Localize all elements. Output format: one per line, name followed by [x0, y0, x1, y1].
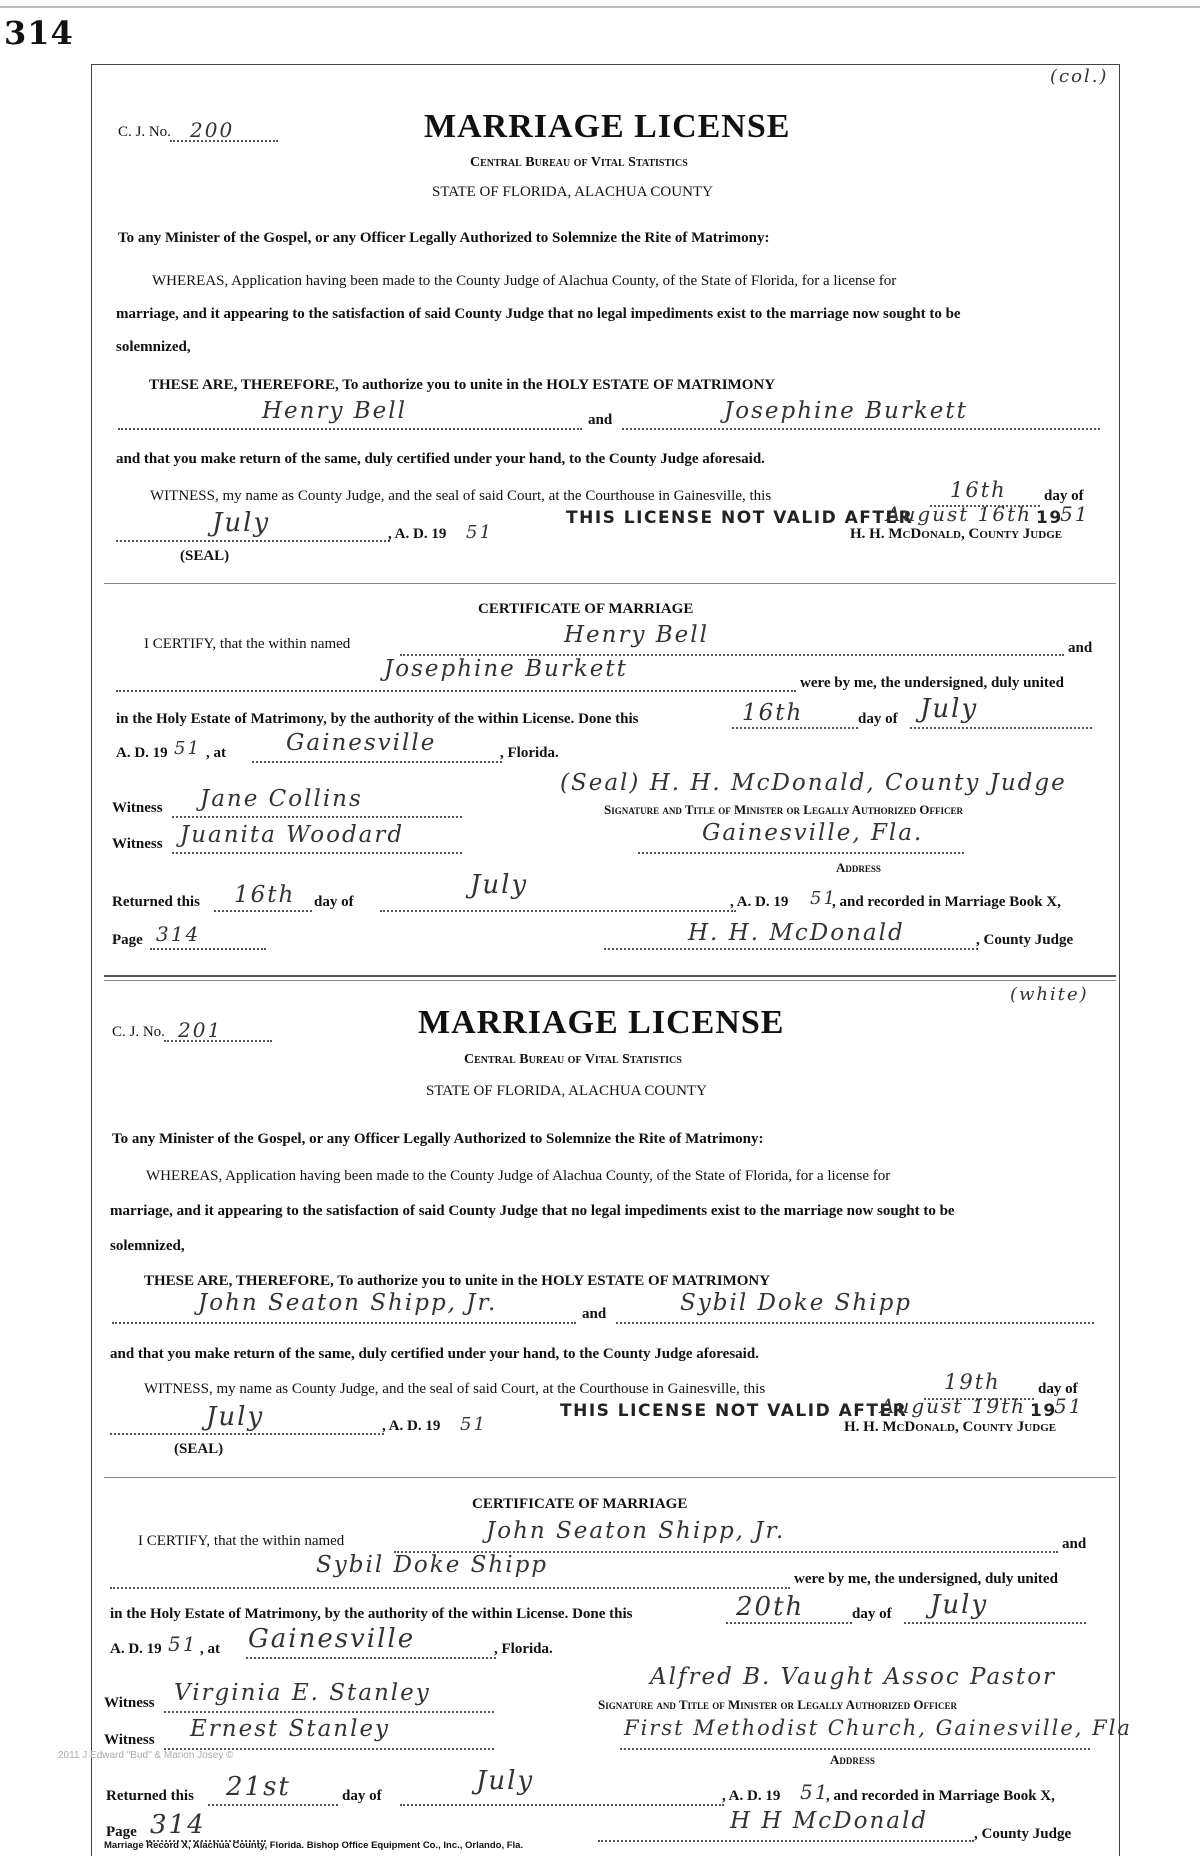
done-day-of: day of — [858, 711, 898, 727]
cert-bride: Sybil Doke Shipp — [316, 1552, 549, 1578]
holy-estate-line: in the Holy Estate of Matrimony, by the authority of the within License. Done this — [116, 711, 639, 727]
florida-label: , Florida. — [494, 1641, 553, 1657]
witness-1: Virginia E. Stanley — [174, 1680, 431, 1706]
returned-day-of: day of — [342, 1788, 382, 1804]
cert-place: Gainesville — [286, 730, 437, 756]
page-number-entry: 314 — [156, 922, 201, 946]
done-year: 51 — [168, 1632, 198, 1656]
form-footer: Marriage Record X, Alachua County, Florida. Bishop Office Equipment Co., Inc., Orlando, Fla. — [104, 1840, 524, 1851]
address-label: Address — [830, 1752, 875, 1767]
united-line: were by me, the undersigned, duly united — [794, 1571, 1058, 1587]
bride-name: Sybil Doke Shipp — [680, 1290, 913, 1316]
cert-groom: Henry Bell — [564, 622, 710, 648]
return-line: and that you make return of the same, duly certified under your hand, to the County Judge aforesaid. — [116, 451, 765, 467]
not-valid-stamp: THIS LICENSE NOT VALID AFTER — [560, 1401, 908, 1421]
frame-top — [91, 64, 1119, 65]
returned-label: Returned this — [112, 894, 200, 910]
page-label: Page — [106, 1824, 137, 1840]
race-note: (white) — [1010, 984, 1089, 1005]
officer-signature: Alfred B. Vaught Assoc Pastor — [650, 1664, 1057, 1690]
recorded-line: , and recorded in Marriage Book X, — [826, 1788, 1055, 1804]
sig-title: Signature and Title of Minister or Legally Authorized Officer — [598, 1697, 957, 1712]
whereas-line-1: WHEREAS, Application having been made to the County Judge of Alachua County, of the State of Florida, for a license for — [146, 1168, 891, 1184]
done-day: 20th — [736, 1592, 805, 1622]
cert-and: and — [1068, 640, 1093, 656]
cj-number: 201 — [178, 1018, 223, 1042]
bride-name: Josephine Burkett — [724, 398, 968, 424]
returned-year: 51 — [810, 888, 837, 909]
done-day: 16th — [742, 700, 804, 726]
groom-name: Henry Bell — [262, 398, 408, 424]
witness-label-1: Witness — [112, 800, 163, 816]
cert-ad: A. D. 19 — [116, 745, 168, 761]
expiry-year: 51 — [1054, 1394, 1084, 1418]
judge-signature: H. H. McDonald — [688, 920, 905, 946]
issue-year: 51 — [466, 522, 493, 543]
certify-line: I CERTIFY, that the within named — [138, 1533, 345, 1549]
whereas-line-3: solemnized, — [110, 1238, 185, 1254]
cj-label: C. J. No. — [118, 124, 171, 140]
certificate-title: CERTIFICATE OF MARRIAGE — [472, 1496, 688, 1512]
not-valid-stamp: THIS LICENSE NOT VALID AFTER — [566, 508, 914, 528]
officer-address: Gainesville, Fla. — [702, 820, 924, 846]
returned-label: Returned this — [106, 1788, 194, 1804]
returned-ad: , A. D. 19 — [722, 1788, 781, 1804]
these-are-line: THESE ARE, THEREFORE, To authorize you to unite in the HOLY ESTATE OF MATRIMONY — [149, 377, 776, 393]
witness-2: Ernest Stanley — [190, 1716, 391, 1742]
race-note: (col.) — [1050, 66, 1109, 87]
done-year: 51 — [174, 738, 201, 759]
these-are-line: THESE ARE, THEREFORE, To authorize you to unite in the HOLY ESTATE OF MATRIMONY — [144, 1273, 771, 1289]
whereas-line-2: marriage, and it appearing to the satisfaction of said County Judge that no legal impediments exist to the marriage now sought to be — [116, 306, 961, 322]
cert-bride: Josephine Burkett — [384, 656, 628, 682]
watermark: 2011 J Edward "Bud" & Marion Josey © — [58, 1750, 234, 1761]
ad-label: , A. D. 19 — [388, 526, 447, 542]
county-judge-label: , County Judge — [976, 932, 1074, 948]
florida-label: , Florida. — [500, 745, 559, 761]
expiry-year: 51 — [1060, 502, 1090, 526]
certificate-title: CERTIFICATE OF MARRIAGE — [478, 601, 694, 617]
officer-signature: (Seal) H. H. McDonald, County Judge — [560, 770, 1067, 796]
judge-line: H. H. McDonald, County Judge — [850, 526, 1063, 542]
state-line: STATE OF FLORIDA, ALACHUA COUNTY — [432, 184, 713, 200]
returned-month: July — [476, 1766, 535, 1796]
address-line: To any Minister of the Gospel, or any Officer Legally Authorized to Solemnize the Rite of Matrimony: — [112, 1131, 764, 1147]
whereas-line-3: solemnized, — [116, 339, 191, 355]
expiry-date: August 19th — [880, 1394, 1027, 1418]
whereas-line-2: marriage, and it appearing to the satisfaction of said County Judge that no legal impediments exist to the marriage now sought to be — [110, 1203, 955, 1219]
officer-address: First Methodist Church, Gainesville, Fla — [624, 1716, 1132, 1740]
whereas-line-1: WHEREAS, Application having been made to the County Judge of Alachua County, of the State of Florida, for a license for — [152, 273, 897, 289]
top-rule — [0, 6, 1200, 8]
groom-name: John Seaton Shipp, Jr. — [198, 1290, 498, 1316]
returned-day-of: day of — [314, 894, 354, 910]
issue-month: July — [212, 508, 271, 538]
at-label: , at — [206, 745, 226, 761]
cert-groom: John Seaton Shipp, Jr. — [486, 1518, 786, 1544]
witness-1: Jane Collins — [200, 786, 363, 812]
address-label: Address — [836, 860, 881, 875]
recorded-line: , and recorded in Marriage Book X, — [832, 894, 1061, 910]
witness-2: Juanita Woodard — [180, 822, 405, 848]
license-title: MARRIAGE LICENSE — [418, 1004, 785, 1041]
ad-label: , A. D. 19 — [382, 1418, 441, 1434]
state-line: STATE OF FLORIDA, ALACHUA COUNTY — [426, 1083, 707, 1099]
returned-day: 21st — [226, 1772, 291, 1802]
return-line: and that you make return of the same, duly certified under your hand, to the County Judge aforesaid. — [110, 1346, 759, 1362]
at-label: , at — [200, 1641, 220, 1657]
address-line: To any Minister of the Gospel, or any Officer Legally Authorized to Solemnize the Rite of Matrimony: — [118, 230, 770, 246]
returned-year: 51 — [800, 1780, 830, 1804]
cert-place: Gainesville — [248, 1624, 416, 1654]
seal-label: (SEAL) — [174, 1441, 224, 1457]
issue-month: July — [206, 1402, 265, 1432]
page-number: 314 — [4, 14, 74, 52]
and-label: and — [582, 1306, 607, 1322]
page-number-entry: 314 — [150, 1810, 206, 1840]
expiry-19: 19 — [1030, 1401, 1057, 1421]
issue-day: 19th — [944, 1370, 1001, 1394]
cert-ad: A. D. 19 — [110, 1641, 162, 1657]
witness-line: WITNESS, my name as County Judge, and the seal of said Court, at the Courthouse in Gainesville, this — [144, 1381, 766, 1397]
witness-label-1: Witness — [104, 1695, 155, 1711]
returned-month: July — [470, 870, 529, 900]
day-of-label: day of — [1038, 1381, 1078, 1397]
returned-day: 16th — [234, 882, 296, 908]
returned-ad: , A. D. 19 — [730, 894, 789, 910]
expiry-date: August 16th — [886, 502, 1033, 526]
frame-right — [1119, 64, 1120, 1856]
judge-signature: H H McDonald — [730, 1808, 929, 1834]
united-line: were by me, the undersigned, duly united — [800, 675, 1064, 691]
license-title: MARRIAGE LICENSE — [424, 108, 791, 145]
cj-label: C. J. No. — [112, 1024, 165, 1040]
page-label: Page — [112, 932, 143, 948]
bureau-line: Central Bureau of Vital Statistics — [470, 155, 688, 170]
witness-line: WITNESS, my name as County Judge, and the seal of said Court, at the Courthouse in Gainesville, this — [150, 488, 772, 504]
done-day-of: day of — [852, 1606, 892, 1622]
bureau-line: Central Bureau of Vital Statistics — [464, 1052, 682, 1067]
certify-line: I CERTIFY, that the within named — [144, 636, 351, 652]
seal-label: (SEAL) — [180, 548, 230, 564]
judge-line: H. H. McDonald, County Judge — [844, 1419, 1057, 1435]
issue-day: 16th — [950, 478, 1007, 502]
cj-number: 200 — [190, 118, 235, 142]
frame-left — [91, 64, 92, 1856]
and-label: and — [588, 412, 613, 428]
done-month: July — [930, 1590, 989, 1620]
county-judge-label: , County Judge — [974, 1826, 1072, 1842]
done-month: July — [920, 694, 979, 724]
issue-year: 51 — [460, 1414, 487, 1435]
holy-estate-line: in the Holy Estate of Matrimony, by the authority of the within License. Done this — [110, 1606, 633, 1622]
record-separator — [104, 975, 1116, 977]
witness-label-2: Witness — [112, 836, 163, 852]
expiry-19: 19 — [1036, 508, 1063, 528]
cert-and: and — [1062, 1536, 1087, 1552]
day-of-label: day of — [1044, 488, 1084, 504]
witness-label-2: Witness — [104, 1732, 155, 1748]
sig-title: Signature and Title of Minister or Legally Authorized Officer — [604, 802, 963, 817]
